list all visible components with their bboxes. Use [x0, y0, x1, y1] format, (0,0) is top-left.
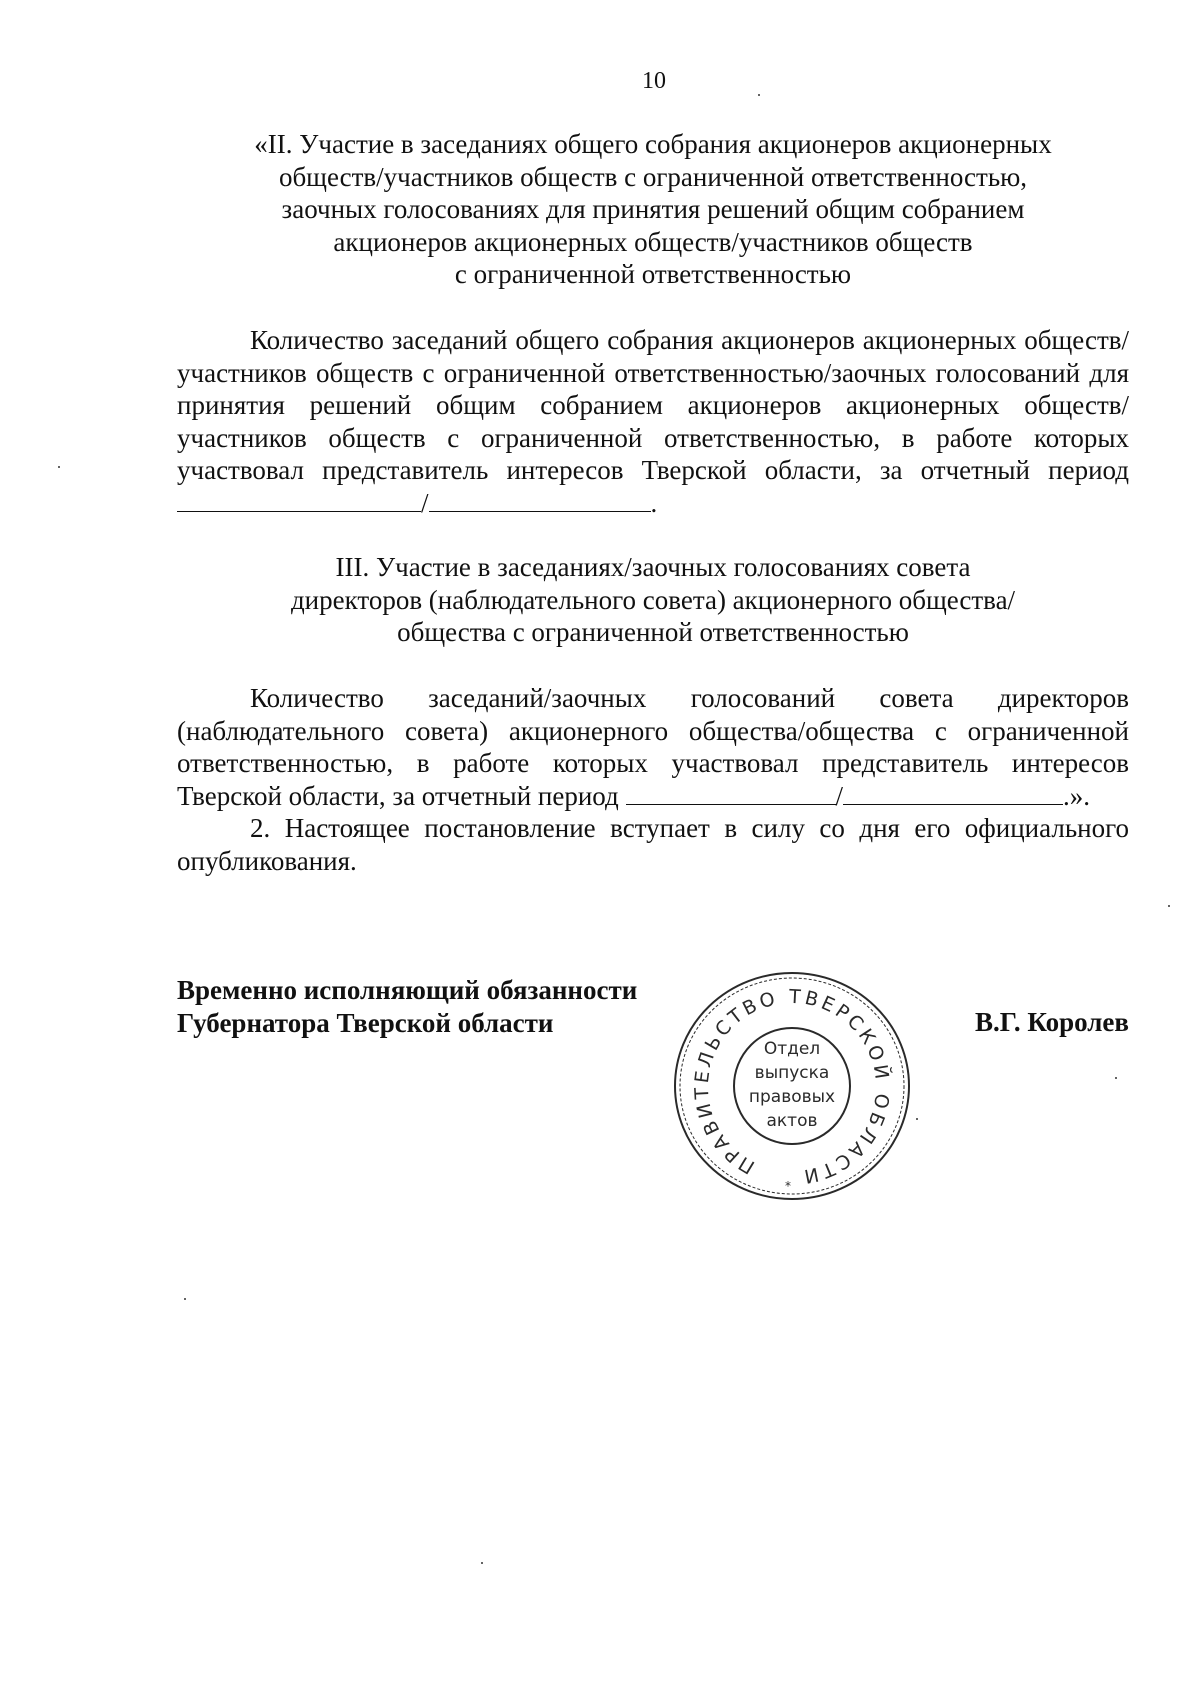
stamp-center-line: выпуска: [754, 1063, 830, 1083]
stamp-star: *: [785, 1179, 791, 1193]
scan-speck: [916, 1118, 918, 1120]
position-line: Губернатора Тверской области: [177, 1007, 554, 1038]
heading-line: «II. Участие в заседаниях общего собрания акционеров акционерных: [254, 129, 1052, 159]
section-3-paragraph: [177, 682, 1129, 812]
section-2-text: Количество заседаний общего собрания акционеров акционерных обществ/участников обществ с ограниченной ответственностью/заочных голосований для принятия решений общим собранием акционеров акционерных обществ/участников обществ с ограниченной ответственностью, в работе которых участвовал представитель интересов Тверской области, за отчетный период: [177, 325, 1129, 485]
signatory-position: [177, 974, 637, 1039]
section-2-heading: [177, 128, 1129, 291]
blank-field: [429, 487, 651, 512]
heading-line: общества с ограниченной ответственностью: [397, 617, 909, 647]
scan-speck: [58, 466, 60, 468]
field-separator: /: [421, 487, 429, 518]
stamp-center-line: актов: [766, 1111, 818, 1131]
stamp-ring-text: ПРАВИТЕЛЬСТВО ТВЕРСКОЙ ОБЛАСТИ: [690, 985, 894, 1188]
heading-line: акционеров акционерных обществ/участников обществ: [333, 226, 973, 257]
field-separator: /: [835, 780, 844, 811]
heading-line: с ограниченной ответственностью: [454, 259, 852, 289]
position-line: Временно исполняющий обязанности: [177, 975, 638, 1005]
heading-line: обществ/участников обществ с ограниченной ответственностью,: [278, 161, 1028, 192]
stamp-dotted-ring: [680, 978, 904, 1194]
scan-speck: [184, 1298, 186, 1300]
scan-speck: [481, 1562, 483, 1564]
stamp-center-line: Отдел: [763, 1039, 821, 1059]
blank-field: [843, 780, 1063, 805]
heading-line: директоров (наблюдательного совета) акционерного общества/: [290, 584, 1016, 615]
page-number: 10: [642, 68, 666, 94]
official-stamp: [672, 970, 912, 1202]
scan-speck: [1168, 905, 1170, 907]
stamp-center-line: правовых: [748, 1087, 836, 1107]
section-2-body: [177, 324, 1129, 519]
signatory-name: В.Г. Королев: [975, 1007, 1129, 1037]
section-3-body: [177, 682, 1129, 877]
section-3-heading: [177, 551, 1129, 649]
clause-2: 2. Настоящее постановление вступает в силу со дня его официального опубликования.: [177, 813, 1129, 876]
sentence-end: .: [650, 487, 658, 518]
scan-speck: [758, 94, 760, 96]
blank-field: [626, 780, 836, 805]
heading-line: III. Участие в заседаниях/заочных голосованиях совета: [335, 552, 971, 582]
blank-field: [177, 487, 421, 512]
section-3-text: Количество заседаний/заочных голосований совета директоров (наблюдательного совета) акционерного общества/общества с ограниченной ответственностью, в работе которых участвовал представитель интересов Тверской области, за отчетный период: [177, 683, 1129, 811]
scan-speck: [1115, 1077, 1117, 1079]
section-3-heading-block: [177, 551, 1129, 649]
section-2-paragraph: [177, 324, 1129, 519]
section-2-heading-block: [177, 128, 1129, 291]
sentence-end: .».: [1063, 780, 1091, 811]
heading-line: заочных голосованиях для принятия решений общим собранием: [281, 194, 1025, 224]
